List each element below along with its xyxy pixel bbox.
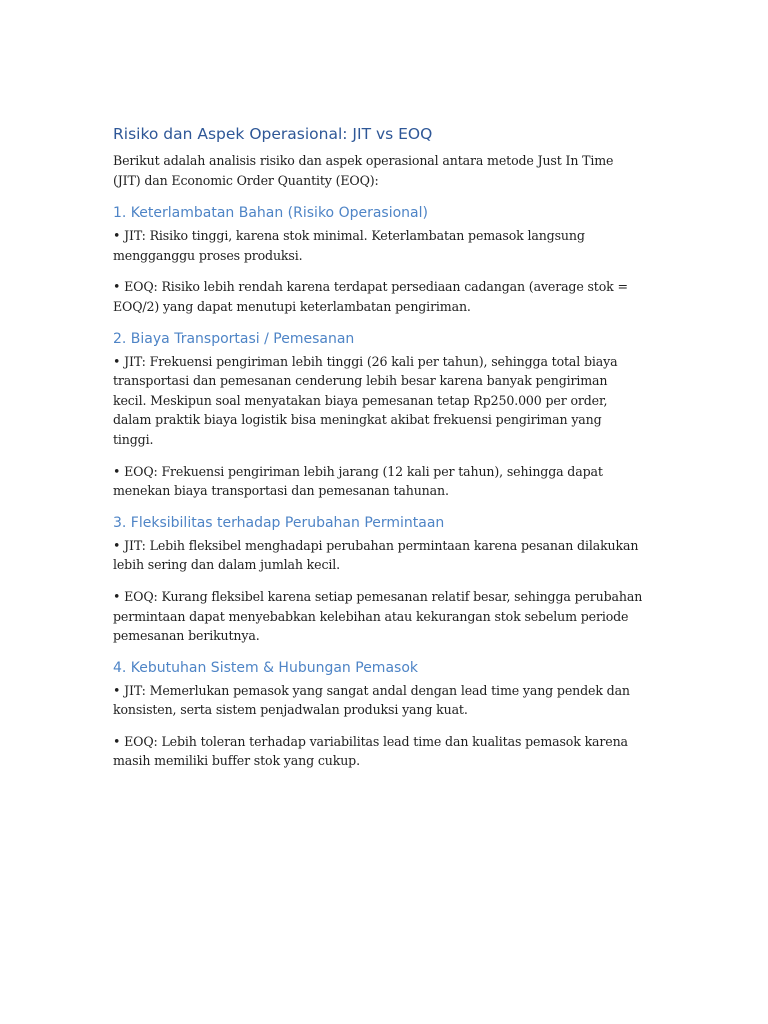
- section-keterlambatan-bahan: [113, 203, 643, 316]
- bullet-eoq: • EOQ: Frekuensi pengiriman lebih jarang (12 kali per tahun), sehingga dapat menekan biaya transportasi dan pemesanan tahunan.: [113, 463, 603, 499]
- bullet-jit: • JIT: Lebih fleksibel menghadapi perubahan permintaan karena pesanan dilakukan lebih sering dan dalam jumlah kecil.: [113, 537, 639, 573]
- bullet-eoq: • EOQ: Lebih toleran terhadap variabilitas lead time dan kualitas pemasok karena masih memiliki buffer stok yang cukup.: [113, 733, 628, 769]
- section-heading: 3. Fleksibilitas terhadap Perubahan Permintaan: [113, 514, 445, 531]
- section-biaya-transportasi: [113, 329, 643, 501]
- document-content: [113, 123, 643, 783]
- section-heading: 4. Kebutuhan Sistem & Hubungan Pemasok: [113, 659, 418, 676]
- section-kebutuhan-sistem: [113, 658, 643, 771]
- bullet-jit: • JIT: Frekuensi pengiriman lebih tinggi (26 kali per tahun), sehingga total biaya transportasi dan pemesanan cenderung lebih besar karena banyak pengiriman kecil. Meskipun soal menyatakan biaya pemesanan tetap Rp250.000 per order, dalam praktik biaya logistik bisa meningkat akibat frekuensi pengiriman yang tinggi.: [113, 353, 618, 447]
- section-fleksibilitas: [113, 513, 643, 646]
- bullet-jit: • JIT: Risiko tinggi, karena stok minimal. Keterlambatan pemasok langsung mengganggu proses produksi.: [113, 228, 585, 263]
- section-heading: 2. Biaya Transportasi / Pemesanan: [113, 330, 355, 347]
- document-title: Risiko dan Aspek Operasional: JIT vs EOQ: [113, 125, 433, 143]
- bullet-jit: • JIT: Memerlukan pemasok yang sangat andal dengan lead time yang pendek dan konsisten, serta sistem penjadwalan produksi yang kuat.: [113, 682, 630, 718]
- bullet-eoq: • EOQ: Kurang fleksibel karena setiap pemesanan relatif besar, sehingga perubahan permintaan dapat menyebabkan kelebihan atau kekurangan stok sebelum periode pemesanan berikutnya.: [113, 588, 643, 644]
- section-heading: 1. Keterlambatan Bahan (Risiko Operasional): [113, 205, 428, 222]
- intro-paragraph: Berikut adalah analisis risiko dan aspek operasional antara metode Just In Time (JIT) dan Economic Order Quantity (EOQ):: [113, 153, 614, 188]
- bullet-eoq: • EOQ: Risiko lebih rendah karena terdapat persediaan cadangan (average stok = EOQ/2) yang dapat menutupi keterlambatan pengiriman.: [113, 279, 628, 314]
